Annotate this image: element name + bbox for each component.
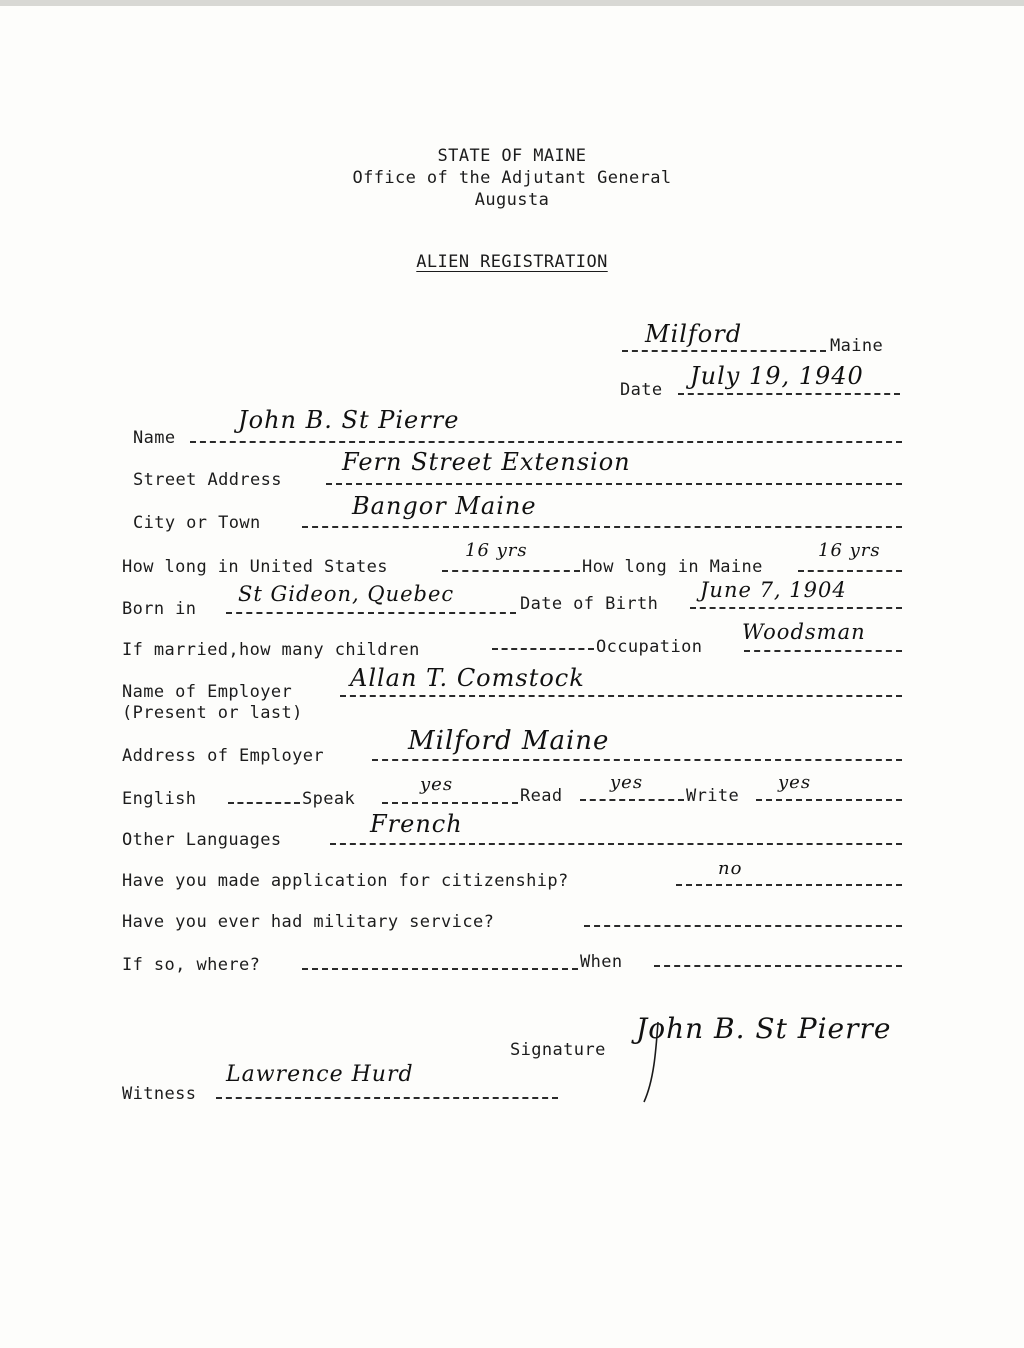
read-label: Read	[520, 786, 563, 806]
us-long-value: 16 yrs	[465, 540, 528, 561]
other-lang-label: Other Languages	[122, 830, 282, 850]
signature-flourish	[636, 1010, 936, 1110]
write-value: yes	[778, 772, 812, 793]
employer-label: Name of Employer	[122, 682, 293, 702]
employer-note: (Present or last)	[122, 703, 303, 723]
write-line	[756, 799, 902, 801]
header-city: Augusta	[474, 190, 550, 210]
us-long-line	[442, 570, 580, 572]
where-line	[302, 968, 578, 970]
street-value: Fern Street Extension	[342, 448, 631, 476]
maine-label: Maine	[830, 336, 884, 356]
witness-value: Lawrence Hurd	[226, 1062, 414, 1087]
maine-long-value: 16 yrs	[818, 540, 881, 561]
us-long-label: How long in United States	[122, 557, 388, 577]
speak-label: Speak	[302, 789, 356, 809]
employer-address-line	[372, 759, 902, 761]
header-state: STATE OF MAINE	[437, 146, 587, 166]
street-label: Street Address	[133, 470, 282, 490]
military-label: Have you ever had military service?	[122, 912, 495, 932]
citizenship-label: Have you made application for citizenship?	[122, 871, 569, 891]
maine-long-line	[798, 570, 902, 572]
dob-label: Date of Birth	[520, 594, 659, 614]
name-line	[190, 441, 902, 443]
name-value: John B. St Pierre	[238, 406, 460, 434]
speak-line	[382, 802, 518, 804]
read-line	[580, 799, 684, 801]
married-label: If married,how many children	[122, 640, 420, 660]
english-line	[228, 802, 300, 804]
citizenship-line	[676, 884, 902, 886]
date-label: Date	[620, 380, 663, 400]
employer-address-label: Address of Employer	[122, 746, 325, 766]
name-label: Name	[133, 428, 176, 448]
born-line	[226, 612, 516, 614]
occupation-label: Occupation	[596, 637, 703, 657]
read-value: yes	[610, 772, 644, 793]
signature-value: John B. St Pierre	[636, 1012, 892, 1045]
speak-value: yes	[420, 774, 454, 795]
city-label: City or Town	[133, 513, 261, 533]
date-value: July 19, 1940	[690, 362, 864, 390]
town-line	[622, 350, 826, 352]
employer-line	[340, 695, 902, 697]
witness-label: Witness	[122, 1084, 197, 1104]
occupation-line	[744, 650, 902, 652]
when-label: When	[580, 952, 623, 972]
city-line	[302, 526, 902, 528]
date-line	[678, 393, 900, 395]
other-lang-value: French	[370, 810, 463, 838]
when-line	[654, 965, 902, 967]
born-value: St Gideon, Quebec	[238, 582, 455, 606]
dob-line	[690, 607, 902, 609]
street-line	[326, 483, 902, 485]
employer-value: Allan T. Comstock	[350, 664, 585, 692]
married-line	[492, 648, 594, 650]
town-value: Milford	[645, 320, 743, 348]
form-title: ALIEN REGISTRATION	[416, 252, 608, 272]
dob-value: June 7, 1904	[700, 578, 847, 602]
scan-edge	[0, 0, 1024, 6]
occupation-value: Woodsman	[742, 620, 866, 644]
citizenship-value: no	[718, 858, 743, 879]
english-label: English	[122, 789, 197, 809]
employer-address-value: Milford Maine	[408, 726, 610, 756]
maine-long-label: How long in Maine	[582, 557, 763, 577]
signature-label: Signature	[510, 1040, 606, 1060]
header-office: Office of the Adjutant General	[352, 168, 672, 188]
where-label: If so, where?	[122, 955, 261, 975]
city-value: Bangor Maine	[352, 492, 537, 520]
military-line	[584, 925, 902, 927]
write-label: Write	[686, 786, 740, 806]
witness-line	[216, 1097, 558, 1099]
other-lang-line	[330, 843, 902, 845]
born-label: Born in	[122, 599, 197, 619]
